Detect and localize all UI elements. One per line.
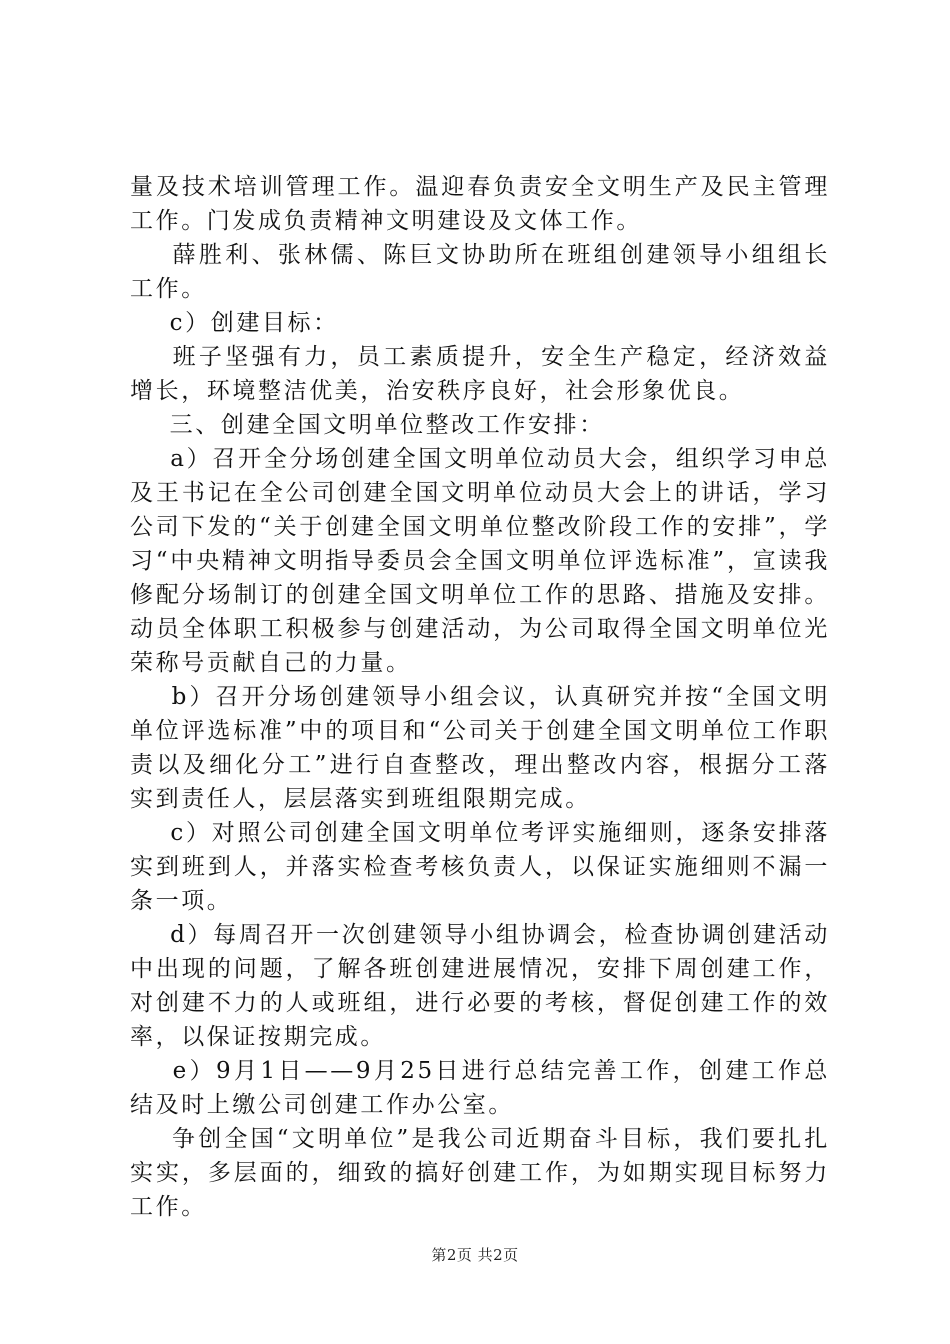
paragraph-3: c）创建目标： <box>130 310 339 336</box>
paragraph-item-a: a）召开全分场创建全国文明单位动员大会，组织学习申总及王书记在全公司创建全国文明单位动员大会上的讲话，学习公司下发的“关于创建全国文明单位整改阶段工作的安排”，学习“中央精神文明指导委员会全国文明单位评选标准”，宣读我修配分场制订的创建全国文明单位工作的思路、措施及安排。动员全体职工积极参与创建活动，为公司取得全国文明单位光荣称号贡献自己的力量。 <box>130 446 830 676</box>
paragraph-2: 薛胜利、张林儒、陈巨文协助所在班组创建领导小组组长工作。 <box>130 242 830 302</box>
page-number-footer: 第2页 共2页 <box>431 1246 519 1264</box>
document-body <box>130 170 830 1224</box>
section-heading-3: 三、创建全国文明单位整改工作安排： <box>130 412 605 438</box>
paragraph-item-c: c）对照公司创建全国文明单位考评实施细则，逐条安排落实到班到人，并落实检查考核负责人，以保证实施细则不漏一条一项。 <box>130 820 830 914</box>
paragraph-conclusion: 争创全国“文明单位”是我公司近期奋斗目标，我们要扎扎实实，多层面的，细致的搞好创建工作，为如期实现目标努力工作。 <box>130 1126 830 1220</box>
paragraph-4: 班子坚强有力，员工素质提升，安全生产稳定，经济效益增长，环境整洁优美，治安秩序良好，社会形象优良。 <box>130 344 830 404</box>
paragraph-item-e: e）9月1日——9月25日进行总结完善工作，创建工作总结及时上缴公司创建工作办公室。 <box>130 1058 830 1118</box>
paragraph-item-d: d）每周召开一次创建领导小组协调会，检查协调创建活动中出现的问题，了解各班创建进展情况，安排下周创建工作，对创建不力的人或班组，进行必要的考核，督促创建工作的效率，以保证按期完成。 <box>130 922 830 1050</box>
paragraph-1: 量及技术培训管理工作。温迎春负责安全文明生产及民主管理工作。门发成负责精神文明建设及文体工作。 <box>130 174 830 234</box>
paragraph-item-b: b）召开分场创建领导小组会议，认真研究并按“全国文明单位评选标准”中的项目和“公司关于创建全国文明单位工作职责以及细化分工”进行自查整改，理出整改内容，根据分工落实到责任人，层层落实到班组限期完成。 <box>130 684 830 812</box>
